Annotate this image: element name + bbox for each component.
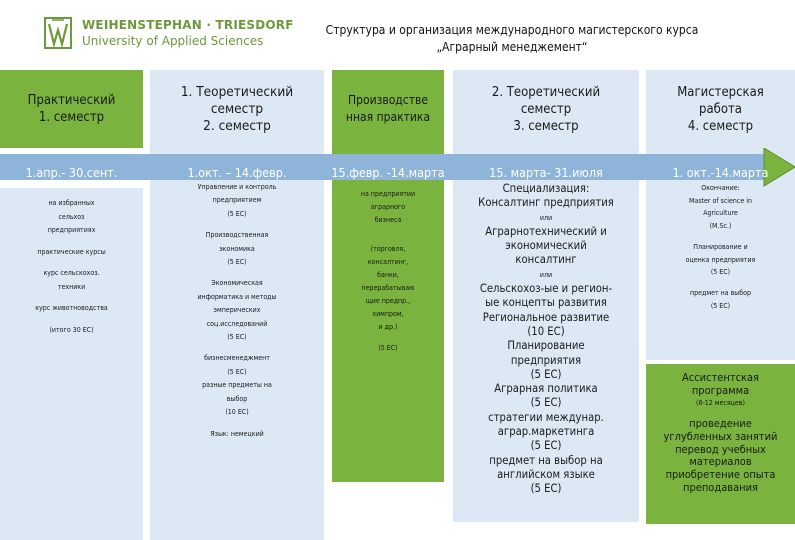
column-2-line: эмперических [213,306,261,315]
column-4-line: Планирование [507,339,585,353]
column-3-line: бизнеса [374,216,402,224]
column-4-line: экономический [505,239,587,253]
column-2-line: (5 ЕС) [227,258,247,267]
column-4-line: (10 ЕС) [527,324,565,338]
column-2-line: соц.исследований [206,319,268,328]
column-4-line: аграр.маркетинга [497,425,595,439]
column-1-line [0,238,143,246]
column-1-line: курс сельскохоз. [43,269,100,277]
column-1-content [0,197,143,337]
column-3-line: аграрного [370,203,406,211]
column-4-line: или [539,270,553,279]
column-1-line [0,316,143,324]
column-2-line: (10 ЕС) [225,408,249,417]
column-5-top-line: предмет на выбор [689,288,752,297]
column-5-top-line [646,279,795,287]
column-5-top-line [646,233,795,241]
column-3-line: перерабатываю [361,284,415,292]
column-4-line: ые концепты развития [485,296,607,310]
column-5-top-line: Планирование и [693,242,748,251]
logo-mark-icon [44,16,74,50]
column-5-bottom-line: углубленных занятий [663,429,778,443]
column-5-top-line: Agriculture [703,209,738,218]
column-1-line: практические курсы [37,247,106,256]
column-3-line [332,334,444,342]
column-1-line: (итого 30 ЕС) [49,325,94,334]
column-1-line [0,294,143,302]
column-2-content [150,181,324,441]
column-4-line: предприятия [510,353,582,367]
column-5-bottom-line: приобретение опыта [665,467,776,481]
column-5-bottom-line: материалов [689,455,752,469]
column-3-line: и др.) [378,323,398,331]
column-2-line [150,420,324,428]
column-3-line [332,235,444,243]
column-4-line: Консалтинг предприятия [478,196,614,210]
column-2-line: (5 ЕС) [227,333,247,342]
column-4-line: предмет на выбор на [489,453,603,467]
column-1-line: на избранных [48,199,95,207]
column-3-line: на предприятии [360,190,416,198]
column-2-line: (5 ЕС) [227,367,247,376]
column-3-line: (5 ЕС) [378,344,398,352]
column-3-date: 15.февр. -14.марта [331,165,445,180]
column-4-line: (5 ЕС) [530,482,562,496]
column-4-content [453,182,639,497]
column-5-top-line: (5 ЕС) [710,301,731,310]
column-1-line: курс животноводства [35,304,108,312]
column-2-line: (5 ЕС) [227,209,247,218]
column-5-bottom-line: программа [691,383,750,397]
column-5-top-line: оценка предприятия [685,255,756,264]
column-5-bottom-line: Ассистентская [681,371,760,384]
column-3-line: (торговля, [370,245,406,253]
column-4-line: Агрaрнотехнический и [485,224,607,238]
column-2-line: экономика [219,244,255,253]
column-4-line: или [539,213,553,222]
column-2-date: 1.окт. – 14.февр. [187,165,287,180]
column-1-line: сельхоз [58,212,85,221]
column-4-line: английском языке [497,467,595,481]
column-2-line: Экономическая [211,279,263,288]
column-2-line: бизнесменеджмент [204,354,270,363]
column-3-line: щие предпр., [365,297,411,305]
column-5-bottom-line: проведение [689,417,752,431]
column-5-date: 1. окт.-14.марта [672,165,769,180]
column-5-top-line: Master of science in [688,196,752,205]
column-4-line: консалтинг [515,253,577,267]
column-4-line: стратегии междунар. [488,410,604,424]
column-2-line [150,269,324,277]
column-4-line: (5 ЕС) [530,439,562,453]
logo-name: WEIHENSTEPHAN · TRIESDORF [82,18,294,32]
column-1-line: техники [57,282,86,291]
column-4-date: 15. марта- 31.июля [489,165,603,180]
column-5-bottom-line: перевод учебных [675,442,766,456]
column-4-line: Сельскохоз-ые и регион- [479,282,613,296]
column-3-content [332,188,444,355]
column-1-line: предприятиях [47,226,96,234]
column-3-line: химпром, [372,310,404,318]
column-2-line: разные предметы на [202,381,272,390]
university-logo [44,16,294,56]
column-2-line: информатика и методы [197,292,277,301]
column-4-line: (5 ЕС) [530,396,562,410]
column-4-line: Региональное развитие [482,310,610,324]
column-5-top-line: (M.Sc.) [709,222,732,231]
column-1-date: 1.апр.- 30.сент. [25,165,118,180]
column-1-line [0,259,143,267]
column-3-line: консалтинг, [367,258,409,266]
column-5-bottom-line: преподавания [682,480,759,494]
title-line-2: „Аграрный менеджемент“ [436,40,588,54]
column-2-line [150,344,324,352]
column-2-line [150,221,324,229]
column-4-header: 2. Теоретический семестр 3. семестр [491,84,601,134]
column-2-line: Язык: немецкий [210,429,264,438]
column-2-header: 1. Теоретический семестр 2. семестр [180,83,294,134]
title-line-1: Структура и организация международного магистерского курса [325,23,699,37]
column-2-line: Производственная [205,231,269,240]
column-2-line: выбор [226,394,248,403]
column-5-content-bottom [646,372,795,494]
logo-subtitle: University of Applied Sciences [82,34,264,48]
column-5-top-line: Окончание: [701,184,740,192]
column-2-line: предприятием [212,196,262,205]
column-4-line: Аграрная политика [494,382,598,396]
column-5-top-line: (5 ЕС) [710,268,731,277]
column-2-line: Управление и контроль [197,183,277,191]
column-3-header: Производстве нная практика [345,93,431,124]
column-4-line: (5 ЕС) [530,367,562,381]
column-3-line: банки, [377,271,399,279]
column-4-line: Специализация: [502,182,590,195]
column-5-header: Магистерская работа 4. семестр [677,84,764,134]
page-title [272,22,752,56]
column-5-content-top [646,182,795,312]
column-1-header: Практический 1. семестр [27,93,116,125]
column-5-bottom-line: (6-12 месяцев) [696,399,745,408]
